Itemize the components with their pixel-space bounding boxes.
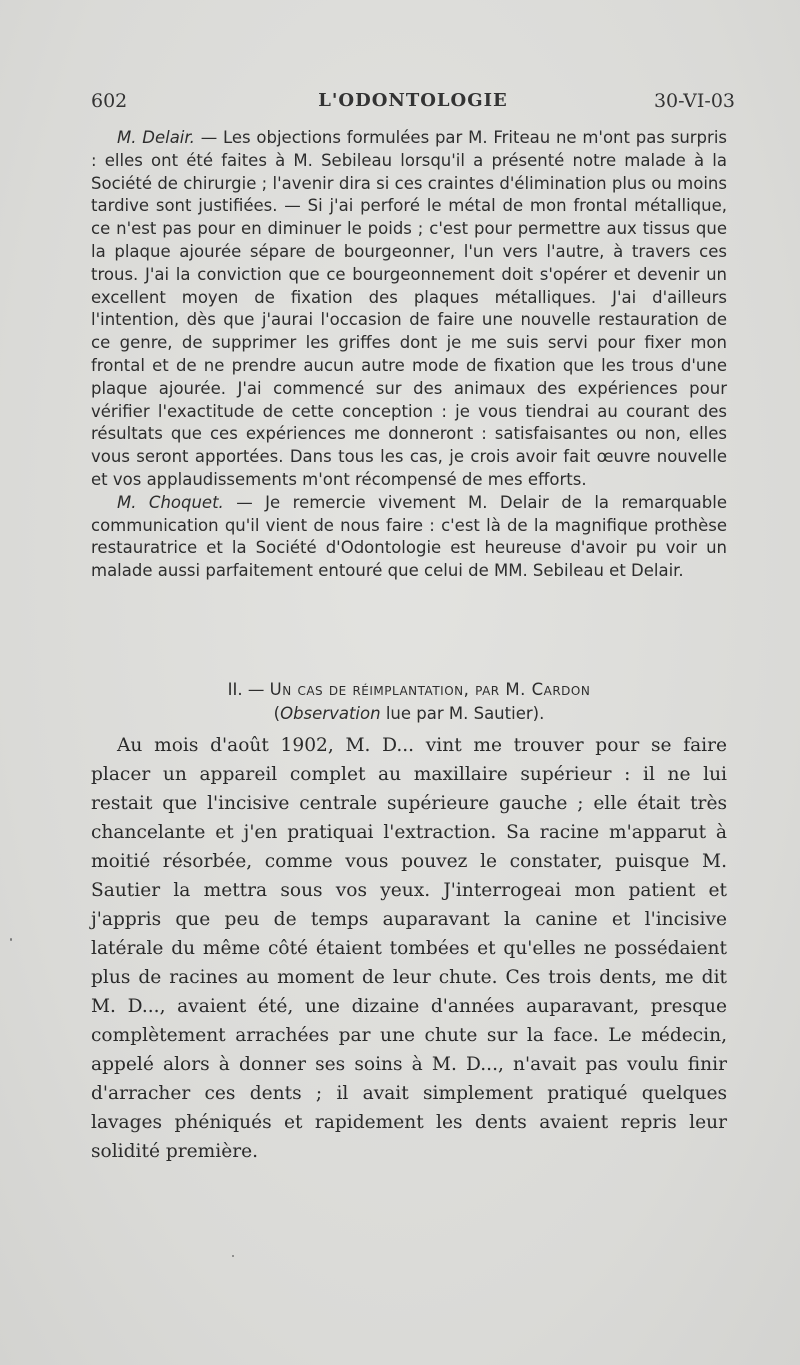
- subtitle-observation: Observation: [280, 704, 381, 723]
- section-heading: [91, 678, 727, 726]
- speaker-choquet: M. Choquet.: [117, 492, 224, 512]
- section-title-line: [91, 678, 727, 702]
- paragraph-choquet: [91, 492, 727, 583]
- observation-text: [91, 731, 727, 1166]
- issue-date: 30-VI-03: [653, 90, 735, 112]
- paper-speck: [10, 938, 12, 941]
- section-subtitle: (Observation lue par M. Sautier).: [273, 704, 545, 723]
- section-title: Un cas de réimplantation, par M. Cardon: [269, 680, 591, 699]
- section-numeral: II. —: [227, 680, 270, 699]
- discussion-text: [91, 127, 727, 583]
- speaker-delair: M. Delair.: [117, 128, 195, 147]
- choquet-remarks: — Je remercie vivement M. Delair de la remarquable communication qu'il vient de nous faire : c'est là de la magnifique prothèse restauratrice et la Société d'Odontologie est heureuse d'avoir pu voir un malade aussi parfaitement entouré que celui de MM. Sebileau et Delair.: [91, 492, 727, 581]
- paper-speck: [232, 1255, 234, 1257]
- page-number: 602: [91, 90, 128, 112]
- paragraph-delair: [91, 127, 727, 492]
- delair-remarks: — Les objections formulées par M. Friteau ne m'ont pas surpris : elles ont été faites à M. Sebileau lorsqu'il a présenté notre malade à la Société de chirurgie ; l'avenir dira si ces craintes d'élimination plus ou moins tardive sont justifiées. — Si j'ai perforé le métal de mon frontal métallique, ce n'est pas pour en diminuer le poids ; c'est pour permettre aux tissus que la plaque ajourée sépare de bourgeonner, l'un vers l'autre, à travers ces trous. J'ai la conviction que ce bourgeonnement doit s'opérer et devenir un excellent moyen de fixation des plaques métalliques. J'ai d'ailleurs l'intention, dès que j'aurai l'occasion de faire une nouvelle restauration de ce genre, de supprimer les griffes dont je me suis servi pour fixer mon frontal et de ne prendre aucun autre mode de fixation que les trous d'une plaque ajourée. J'ai commencé sur des animaux des expériences pour vérifier l'exactitude de cette conception : je vous tiendrai au courant des résultats que ces expériences me donneront : satisfaisantes ou non, elles vous seront apportées. Dans tous les cas, je crois avoir fait œuvre nouvelle et vos applaudissements m'ont récompensé de mes efforts.: [91, 128, 727, 489]
- journal-title: L'ODONTOLOGIE: [318, 90, 508, 111]
- observation-paragraph: Au mois d'août 1902, M. D... vint me trouver pour se faire placer un appareil complet au maxillaire supérieur : il ne lui restait que l'incisive centrale supérieure gauche ; elle était très chancelante et j'en pratiquai l'extraction. Sa racine m'apparut à moitié résorbée, comme vous pouvez le constater, puisque M. Sautier la mettra sous vos yeux. J'interrogeai mon patient et j'appris que peu de temps auparavant la canine et l'incisive latérale du même côté étaient tombées et qu'elles ne possédaient plus de racines au moment de leur chute. Ces trois dents, me dit M. D..., avaient été, une dizaine d'années auparavant, presque complètement arrachées par une chute sur la face. Le médecin, appelé alors à donner ses soins à M. D..., n'avait pas voulu finir d'arracher ces dents ; il avait simplement pratiqué quelques lavages phéniqués et rapidement les dents avaient repris leur solidité première.: [91, 735, 727, 1162]
